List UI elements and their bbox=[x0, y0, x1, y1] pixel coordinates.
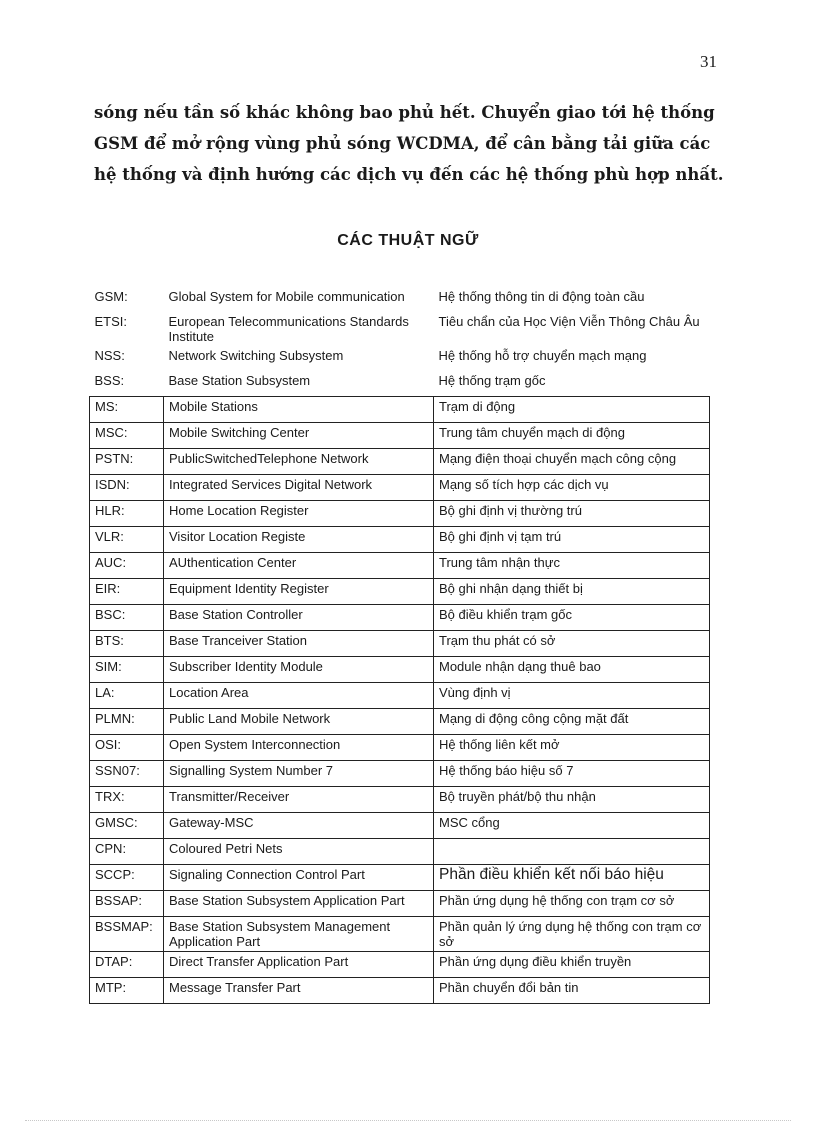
glossary-vietnamese-term: Hệ thống báo hiệu số 7 bbox=[434, 761, 710, 787]
glossary-vietnamese-term: MSC cổng bbox=[434, 813, 710, 839]
glossary-english-term: Base Station Subsystem bbox=[168, 373, 311, 388]
glossary-vietnamese-term: Bộ ghi định vị thường trú bbox=[434, 501, 710, 527]
glossary-abbreviation: SIM: bbox=[90, 657, 164, 683]
glossary-row bbox=[90, 553, 710, 579]
glossary-abbreviation: GMSC: bbox=[90, 813, 164, 839]
glossary-abbreviation: BSSAP: bbox=[90, 891, 164, 917]
glossary-abbreviation: PLMN: bbox=[90, 709, 164, 735]
glossary-english-term: Public Land Mobile Network bbox=[164, 709, 434, 735]
glossary-english-term: Base Station Subsystem Application Part bbox=[164, 891, 434, 917]
glossary-row bbox=[90, 657, 710, 683]
glossary-abbreviation: AUC: bbox=[90, 553, 164, 579]
glossary-row bbox=[90, 865, 710, 891]
glossary-english-term: Location Area bbox=[164, 683, 434, 709]
glossary-body bbox=[90, 287, 710, 1004]
glossary-vietnamese-term: Mạng điện thoại chuyển mạch công cộng bbox=[434, 449, 710, 475]
glossary-english-term: Coloured Petri Nets bbox=[164, 839, 434, 865]
glossary-abbreviation: PSTN: bbox=[90, 449, 164, 475]
glossary-english-term: Visitor Location Registe bbox=[164, 527, 434, 553]
glossary-vietnamese-term: Phần điều khiển kết nối báo hiệu bbox=[434, 865, 710, 891]
glossary-row bbox=[90, 423, 710, 449]
glossary-vietnamese-term: Vùng định vị bbox=[434, 683, 710, 709]
glossary-row bbox=[90, 917, 710, 952]
glossary-row bbox=[90, 287, 710, 312]
glossary-english-term: Gateway-MSC bbox=[164, 813, 434, 839]
page-number: 31 bbox=[700, 52, 717, 71]
glossary-row bbox=[90, 683, 710, 709]
glossary-abbreviation: LA: bbox=[90, 683, 164, 709]
glossary-vietnamese-term: Bộ điều khiển trạm gốc bbox=[434, 605, 710, 631]
glossary-table bbox=[89, 287, 710, 1004]
glossary-row bbox=[90, 631, 710, 657]
glossary-abbreviation: MSC: bbox=[90, 423, 164, 449]
glossary-english-term: Base Tranceiver Station bbox=[164, 631, 434, 657]
section-title: CÁC THUẬT NGỮ bbox=[337, 232, 479, 249]
glossary-row bbox=[90, 709, 710, 735]
glossary-english-term: Transmitter/Receiver bbox=[164, 787, 434, 813]
glossary-english-term: Equipment Identity Register bbox=[164, 579, 434, 605]
glossary-abbreviation: ETSI: bbox=[94, 314, 128, 329]
glossary-row bbox=[90, 397, 710, 423]
glossary-abbreviation: ISDN: bbox=[90, 475, 164, 501]
glossary-english-term: European Telecommunications Standards Institute bbox=[168, 314, 409, 344]
glossary-vietnamese-term: Bộ ghi nhận dạng thiết bị bbox=[434, 579, 710, 605]
glossary-abbreviation: OSI: bbox=[90, 735, 164, 761]
glossary-english-term: Base Station Controller bbox=[164, 605, 434, 631]
glossary-vietnamese-term: Mạng di động công cộng mặt đất bbox=[434, 709, 710, 735]
glossary-abbreviation: BSS: bbox=[94, 373, 125, 388]
glossary-abbreviation: SCCP: bbox=[90, 865, 164, 891]
glossary-row bbox=[90, 312, 710, 346]
glossary-abbreviation: CPN: bbox=[90, 839, 164, 865]
glossary-english-term: Mobile Switching Center bbox=[164, 423, 434, 449]
glossary-row bbox=[90, 449, 710, 475]
glossary-row bbox=[90, 891, 710, 917]
glossary-vietnamese-term: Hệ thống thông tin di động toàn cầu bbox=[438, 289, 645, 304]
glossary-english-term: Home Location Register bbox=[164, 501, 434, 527]
glossary-vietnamese-term: Mạng số tích hợp các dịch vụ bbox=[434, 475, 710, 501]
glossary-abbreviation: MS: bbox=[90, 397, 164, 423]
glossary-vietnamese-term: Tiêu chẩn của Học Viện Viễn Thông Châu Âu bbox=[438, 314, 700, 329]
glossary-row bbox=[90, 475, 710, 501]
glossary-vietnamese-term: Trạm di động bbox=[434, 397, 710, 423]
glossary-row bbox=[90, 371, 710, 397]
glossary-english-term: PublicSwitchedTelephone Network bbox=[164, 449, 434, 475]
glossary-english-term: Signalling System Number 7 bbox=[164, 761, 434, 787]
glossary-abbreviation: BSSMAP: bbox=[90, 917, 164, 952]
glossary-row bbox=[90, 787, 710, 813]
glossary-vietnamese-term: Trung tâm chuyển mạch di động bbox=[434, 423, 710, 449]
glossary-row bbox=[90, 501, 710, 527]
glossary-abbreviation: NSS: bbox=[94, 348, 125, 363]
glossary-abbreviation: BSC: bbox=[90, 605, 164, 631]
glossary-row bbox=[90, 839, 710, 865]
glossary-abbreviation: MTP: bbox=[90, 978, 164, 1004]
page-bottom-rule bbox=[25, 1120, 791, 1121]
glossary-vietnamese-term: Phần quản lý ứng dụng hệ thống con trạm cơ sở bbox=[434, 917, 710, 952]
glossary-english-term: Signaling Connection Control Part bbox=[164, 865, 434, 891]
glossary-abbreviation: BTS: bbox=[90, 631, 164, 657]
glossary-vietnamese-term: Hệ thống hỗ trợ chuyển mạch mạng bbox=[438, 348, 647, 363]
glossary-row bbox=[90, 605, 710, 631]
glossary-vietnamese-term: Bộ ghi định vị tạm trú bbox=[434, 527, 710, 553]
glossary-english-term: Direct Transfer Application Part bbox=[164, 952, 434, 978]
glossary-abbreviation: SSN07: bbox=[90, 761, 164, 787]
glossary-abbreviation: GSM: bbox=[94, 289, 128, 304]
glossary-abbreviation: DTAP: bbox=[90, 952, 164, 978]
glossary-row bbox=[90, 527, 710, 553]
glossary-english-term: Base Station Subsystem Management Application Part bbox=[164, 917, 434, 952]
glossary-english-term: Open System Interconnection bbox=[164, 735, 434, 761]
glossary-row bbox=[90, 735, 710, 761]
glossary-vietnamese-term: Phần chuyển đổi bản tin bbox=[434, 978, 710, 1004]
glossary-english-term: Subscriber Identity Module bbox=[164, 657, 434, 683]
glossary-row bbox=[90, 813, 710, 839]
glossary-abbreviation: HLR: bbox=[90, 501, 164, 527]
glossary-abbreviation: TRX: bbox=[90, 787, 164, 813]
intro-paragraph: sóng nếu tần số khác không bao phủ hết. Chuyển giao tới hệ thống GSM để mở rộng vùng phủ sóng WCDMA, để cân bằng tải giữa các hệ thống và định hướng các dịch vụ đến các hệ thống phù hợp nhất. bbox=[94, 103, 724, 184]
glossary-vietnamese-term: Trạm thu phát có sở bbox=[434, 631, 710, 657]
glossary-english-term: Integrated Services Digital Network bbox=[164, 475, 434, 501]
glossary-abbreviation: VLR: bbox=[90, 527, 164, 553]
glossary-english-term: Network Switching Subsystem bbox=[168, 348, 344, 363]
glossary-abbreviation: EIR: bbox=[90, 579, 164, 605]
glossary-row bbox=[90, 952, 710, 978]
glossary-vietnamese-term: Module nhận dạng thuê bao bbox=[434, 657, 710, 683]
glossary-row bbox=[90, 579, 710, 605]
glossary-vietnamese-term: Hệ thống trạm gốc bbox=[438, 373, 546, 388]
glossary-vietnamese-term: Phần ứng dụng điều khiển truyền bbox=[434, 952, 710, 978]
glossary-english-term: AUthentication Center bbox=[164, 553, 434, 579]
glossary-vietnamese-term: Bộ truyền phát/bộ thu nhận bbox=[434, 787, 710, 813]
glossary-row bbox=[90, 978, 710, 1004]
glossary-english-term: Message Transfer Part bbox=[164, 978, 434, 1004]
glossary-vietnamese-term: Phần ứng dụng hệ thống con trạm cơ sở bbox=[434, 891, 710, 917]
glossary-row bbox=[90, 346, 710, 371]
glossary-vietnamese-term bbox=[434, 839, 710, 865]
glossary-english-term: Mobile Stations bbox=[164, 397, 434, 423]
glossary-vietnamese-term: Hệ thống liên kết mở bbox=[434, 735, 710, 761]
glossary-row bbox=[90, 761, 710, 787]
glossary-english-term: Global System for Mobile communication bbox=[168, 289, 405, 304]
glossary-vietnamese-term: Trung tâm nhận thực bbox=[434, 553, 710, 579]
